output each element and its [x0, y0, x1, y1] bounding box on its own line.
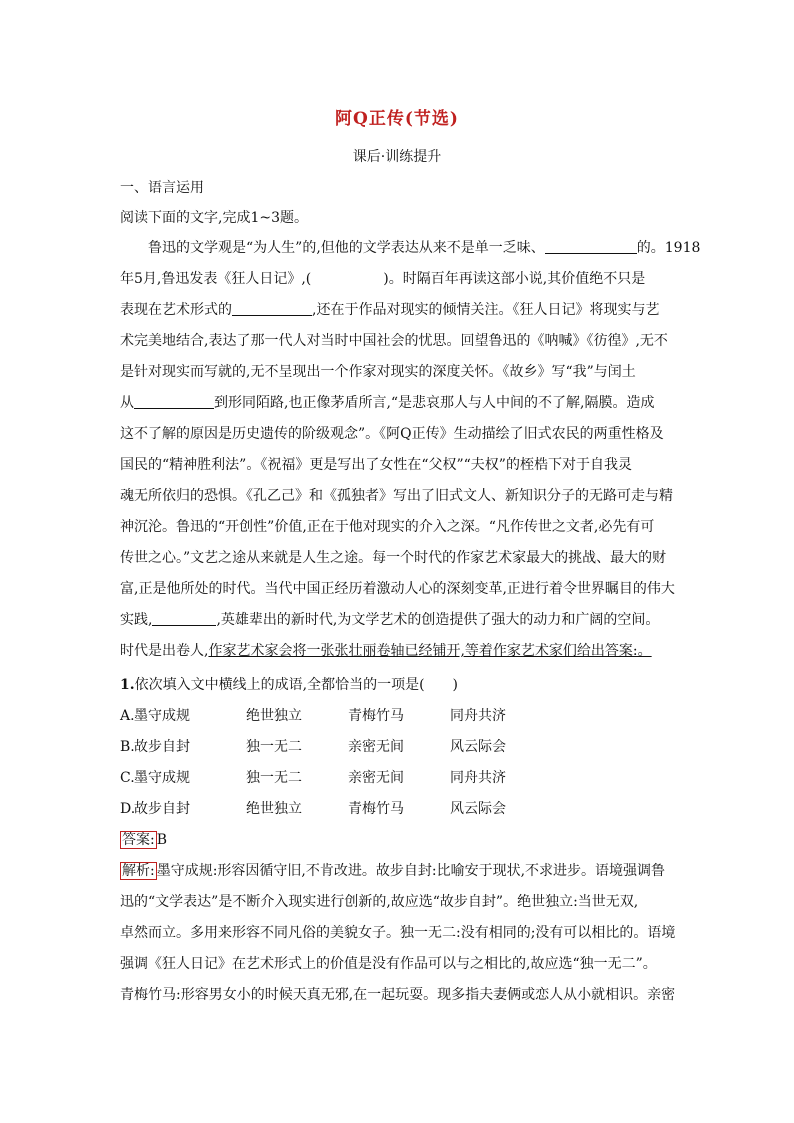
passage-line: 时代是出卷人,作家艺术家会将一张张壮丽卷轴已经铺开,等着作家艺术家们给出答案:。 — [120, 643, 652, 659]
passage-line: 从 到形同陌路,也正像茅盾所言,“是悲哀那人与人中间的不了解,隔膜。造成 — [120, 395, 655, 411]
passage-line: 表现在艺术形式的 ,还在于作品对现实的倾情关注。《狂人日记》将现实与艺 — [120, 302, 660, 318]
analysis-line: 解析: 墨守成规:形容因循守旧,不肯改进。故步自封:比喻安于现状,不求进步。语境强调鲁 — [122, 863, 666, 879]
analysis-line: 卓然而立。多用来形容不同凡俗的美貌女子。独一无二:没有相同的;没有可以相比的。语境 — [120, 925, 676, 941]
question-stem: 1.依次填入文中横线上的成语,全都恰当的一项是( ) — [120, 677, 458, 693]
fill-blank — [232, 301, 312, 316]
analysis-label: 解析: — [122, 863, 155, 879]
analysis-line: 青梅竹马:形容男女小的时候天真无邪,在一起玩耍。现多指夫妻俩或恋人从小就相识。亲密 — [120, 987, 676, 1003]
passage-line: 传世之心。”文艺之途从来就是人生之途。每一个时代的作家艺术家最大的挑战、最大的财 — [120, 550, 667, 566]
fill-blank — [134, 394, 214, 409]
passage-line: 是针对现实而写就的,无不呈现出一个作家对现实的深度关怀。《故乡》写“我”与闰土 — [120, 364, 636, 380]
passage-line: 国民的“精神胜利法”。《祝福》更是写出了女性在“父权”“夫权”的桎梏下对于自我灵 — [120, 457, 632, 473]
passage-line: 这不了解的原因是历史遗传的阶级观念”。《阿Q正传》生动描绘了旧式农民的两重性格及 — [120, 426, 664, 442]
passage-line: 富,正是他所处的时代。当代中国正经历着激动人心的深刻变革,正进行着令世界瞩目的伟大 — [120, 581, 675, 597]
section-heading: 一、语言运用 — [120, 180, 204, 196]
analysis-line: 强调《狂人日记》在艺术形式上的价值是没有作品可以与之相比的,故应选“独一无二”。 — [120, 956, 657, 972]
instruction-text: 阅读下面的文字,完成1~3题。 — [120, 210, 308, 226]
passage-line: 魂无所依归的恐惧。《孔乙己》和《孤独者》写出了旧式文人、新知识分子的无路可走与精 — [120, 488, 673, 504]
fill-blank — [152, 611, 216, 626]
passage-line: 年5月,鲁迅发表《狂人日记》,( )。时隔百年再读这部小说,其价值绝不只是 — [120, 271, 646, 287]
document-page: 阿Q正传(节选) 课后·训练提升 一、语言运用 阅读下面的文字,完成1~3题。 鲁迅的文学观是“为人生”的,但他的文学表达从来不是单一乏味、 的。1918 年5月,鲁迅发表《狂人日记》,( )。时隔百年再读这部小说,其价值绝不只是 表现在艺术形式的 ,还在于作品对现实的倾情关注。《狂人日记》将现实与艺 术完美地结合,表达了那一代人对当时中国社会的忧思。回望鲁迅的《呐喊》《彷徨》,无不 是针对现实而写就的,无不呈现出一个作家对现实的深度关怀。《故乡》写“我”与闰土 从 到形同陌路,也正像茅盾所言,“是悲哀那人与人中间的不了解,隔膜。造成 这不了解的原因是历史遗传的阶级观念”。《阿Q正传》生动描绘了旧式农民的两重性格及 国民的“精神胜利法”。《祝福》更是写出了女性在“父权”“夫权”的桎梏下对于自我灵 魂无所依归的恐惧。《孔乙己》和《孤独者》写出了旧式文人、新知识分子的无路可走与精 神沉沦。鲁迅的“开创性”价值,正在于他对现实的介入之深。“凡作传世之文者,必先有可 传世之心。”文艺之途从来就是人生之途。每一个时代的作家艺术家最大的挑战、最大的财 富,正是他所处的时代。当代中国正经历着激动人心的深刻变革,正进行着令世界瞩目的伟大 实践, ,英雄辈出的新时代,为文学艺术的创造提供了强大的动力和广阔的空间。 时代是出卷人,作家艺术家会将一张张壮丽卷轴已经铺开,等着作家艺术家们给出答案:。 1.依次填入文中横线上的成语,全都恰当的一项是( ) A. 墨守成规 绝世独立 青梅竹马 同舟共济 B. 故步自封 独一无二 亲密无间 风云际会 C. 墨守成规 独一无二 亲密无间 同舟共济 D. 故步自封 绝世独立 青梅竹马 风云际会 答案: B 解析: 墨守成规:形容因循守旧,不肯改进。故步自封:比喻安于现状,不求进步。语境强调鲁 迅的“文学表达”是不断介入现实进行创新的,故应选“故步自封”。绝世独立:当世无双, 卓然而立。多用来形容不同凡俗的美貌女子。独一无二:没有相同的;没有可以相比的。语境 强调《狂人日记》在艺术形式上的价值是没有作品可以与之相比的,故应选“独一无二”。 青梅竹马:形容男女小的时候天真无邪,在一起玩耍。现多指夫妻俩或恋人从小就相识。亲密 — [0, 0, 794, 1123]
page-title: 阿Q正传(节选) — [335, 109, 459, 129]
answer-line — [120, 830, 167, 850]
fill-blank — [545, 239, 637, 254]
page-subtitle: 课后·训练提升 — [352, 149, 442, 165]
passage-line: 实践, ,英雄辈出的新时代,为文学艺术的创造提供了强大的动力和广阔的空间。 — [120, 612, 660, 628]
analysis-line: 迅的“文学表达”是不断介入现实进行创新的,故应选“故步自封”。绝世独立:当世无双, — [120, 894, 639, 910]
passage-line: 术完美地结合,表达了那一代人对当时中国社会的忧思。回望鲁迅的《呐喊》《彷徨》,无不 — [120, 333, 668, 349]
answer-value: B — [156, 832, 168, 848]
passage-line: 神沉沦。鲁迅的“开创性”价值,正在于他对现实的介入之深。“凡作传世之文者,必先有可 — [120, 519, 655, 535]
answer-label: 答案: — [122, 832, 155, 848]
passage-line: 鲁迅的文学观是“为人生”的,但他的文学表达从来不是单一乏味、 的。1918 — [148, 240, 701, 256]
